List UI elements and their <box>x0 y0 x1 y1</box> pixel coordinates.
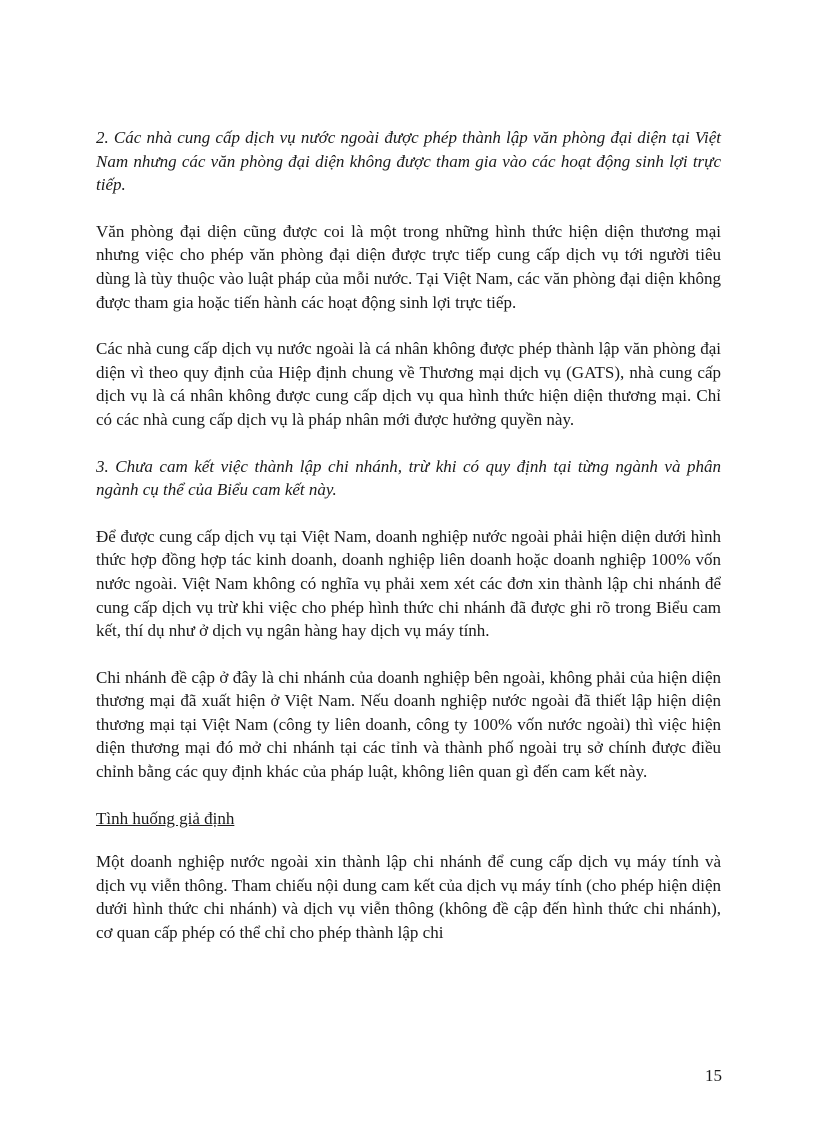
document-body <box>96 126 721 945</box>
body-paragraph: Một doanh nghiệp nước ngoài xin thành lập chi nhánh để cung cấp dịch vụ máy tính và dịch vụ viễn thông. Tham chiếu nội dung cam kết của dịch vụ máy tính (cho phép hiện diện dưới hình thức chi nhánh) và dịch vụ viễn thông (không đề cập đến hình thức chi nhánh), cơ quan cấp phép có thể chỉ cho phép thành lập chi <box>96 852 721 943</box>
body-paragraph: Các nhà cung cấp dịch vụ nước ngoài là cá nhân không được phép thành lập văn phòng đại diện vì theo quy định của Hiệp định chung về Thương mại dịch vụ (GATS), nhà cung cấp dịch vụ là cá nhân không được cung cấp dịch vụ qua hình thức hiện diện thương mại. Chỉ có các nhà cung cấp dịch vụ là pháp nhân mới được hưởng quyền này. <box>96 339 721 429</box>
body-paragraph: Để được cung cấp dịch vụ tại Việt Nam, doanh nghiệp nước ngoài phải hiện diện dưới hình thức hợp đồng hợp tác kinh doanh, doanh nghiệp liên doanh hoặc doanh nghiệp 100% vốn nước ngoài. Việt Nam không có nghĩa vụ phải xem xét các đơn xin thành lập chi nhánh để cung cấp dịch vụ trừ khi việc cho phép hình thức chi nhánh đã được ghi rõ trong Biểu cam kết, thí dụ như ở dịch vụ ngân hàng hay dịch vụ máy tính. <box>96 526 721 641</box>
section-heading: Tình huống giả định <box>96 808 235 828</box>
commitment-item-2: 2. Các nhà cung cấp dịch vụ nước ngoài được phép thành lập văn phòng đại diện tại Việt Nam nhưng các văn phòng đại diện không được tham gia vào các hoạt động sinh lợi trực tiếp. <box>96 128 721 195</box>
body-paragraph: Văn phòng đại diện cũng được coi là một trong những hình thức hiện diện thương mại nhưng việc cho phép văn phòng đại diện được trực tiếp cung cấp dịch vụ tới người tiêu dùng là tùy thuộc vào luật pháp của mỗi nước. Tại Việt Nam, các văn phòng đại diện không được tham gia hoặc tiến hành các hoạt động sinh lợi trực tiếp. <box>96 221 721 312</box>
commitment-item-3: 3. Chưa cam kết việc thành lập chi nhánh, trừ khi có quy định tại từng ngành và phân ngành cụ thể của Biểu cam kết này. <box>96 456 721 500</box>
page-number: 15 <box>705 1066 722 1085</box>
body-paragraph: Chi nhánh đề cập ở đây là chi nhánh của doanh nghiệp bên ngoài, không phải của hiện diện thương mại đã xuất hiện ở Việt Nam. Nếu doanh nghiệp nước ngoài đã thiết lập hiện diện thương mại tại Việt Nam (công ty liên doanh, công ty 100% vốn nước ngoài) thì việc hiện diện thương mại đó mở chi nhánh tại các tỉnh và thành phố ngoài trụ sở chính được điều chỉnh bằng các quy định khác của pháp luật, không liên quan gì đến cam kết này. <box>96 667 721 782</box>
